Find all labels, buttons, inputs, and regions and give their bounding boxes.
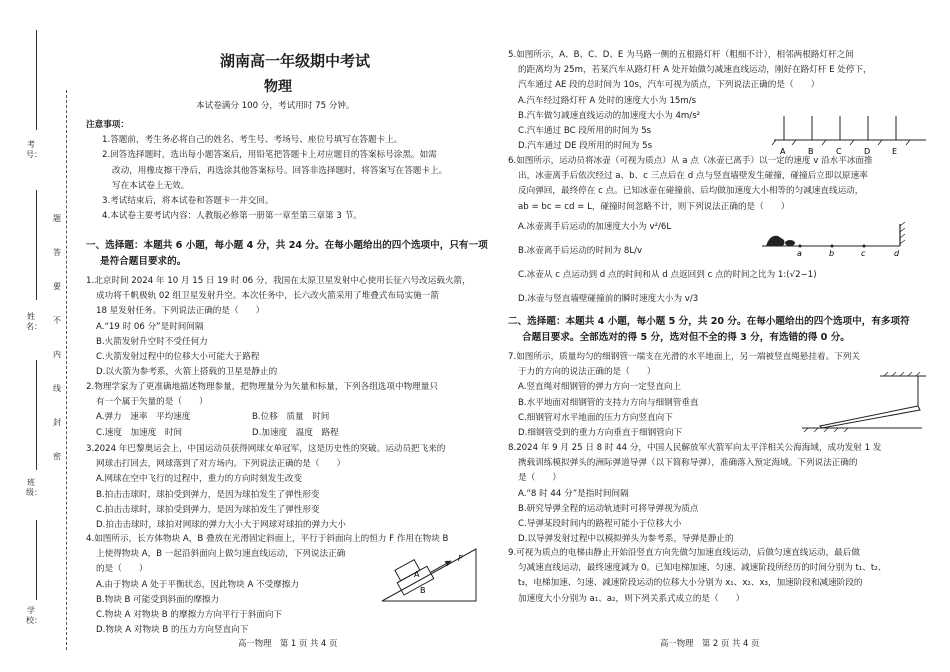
q6-option-c: C.冰壶从 c 点运动到 d 点的时间和从 d 点返回到 c 点的时间之比为 1:(√2−1) <box>518 269 817 280</box>
q3-option-a: A.网球在空中飞行的过程中，重力的方向时刻发生改变 <box>96 474 303 485</box>
q4-stem: 4.如图所示，长方体物块 A，B 叠放在光滑固定斜面上，平行于斜面向上的恒力 F 作用在物块 B <box>86 534 449 544</box>
q4-stem: 的是（ ） <box>96 564 148 575</box>
exam-no-underline <box>36 30 37 130</box>
section-1-line: 一、选择题：本题共 6 小题，每小题 4 分，共 24 分。在每小题给出的四个选项中，只有一项 <box>86 240 488 251</box>
q9-stem: 匀减速直线运动，最终速度减为 0。已知电梯加速、匀速、减速阶段所经历的时间分别为 t₁、t₂、 <box>518 563 887 574</box>
point-label: a <box>797 249 802 258</box>
notice-line: 3.考试结束后，将本试卷和答题卡一并交回。 <box>102 196 274 207</box>
q5-option-c: C.汽车通过 BC 段所用的时间为 5s <box>518 126 652 137</box>
post-label: A <box>780 147 786 156</box>
q3-stem: 3.2024 年巴黎奥运会上，中国运动员获得网球女单冠军，这是历史性的突破。运动员把飞来的 <box>86 444 446 454</box>
q6-option-d: D.冰壶与竖直墙壁碰撞前的瞬时速度大小为 v/3 <box>518 293 699 304</box>
post-label: D <box>864 147 871 156</box>
q4-option-d: D.物块 A 对物块 B 的压力方向竖直向下 <box>96 625 249 636</box>
q6-stem: 出，冰壶离手后依次经过 a、b、c 三点后在 d 点与竖直墙壁发生碰撞，碰撞后立即以原速率 <box>518 171 868 182</box>
notice-line: 4.本试卷主要考试内容：人教版必修第一册第一章至第三章第 3 节。 <box>102 211 362 222</box>
q1-option-c: C.火箭发射过程中的位移大小可能大于路程 <box>96 352 260 363</box>
question-2 <box>86 380 438 441</box>
seal-char: 要 <box>53 282 61 291</box>
section-1-heading <box>86 238 488 270</box>
q6-option-b: B.冰壶离手后运动的时间为 8L/v <box>518 245 643 256</box>
q4-option-b: B.物块 B 可能受到斜面的摩擦力 <box>96 594 220 605</box>
section-2-line: 二、选择题：本题共 4 小题，每小题 5 分，共 20 分。在每小题给出的四个选项中，有多项符 <box>508 316 910 327</box>
q6-stem: 反向弹回，最终停在 c 点。已知冰壶在碰撞前、后均做加速度大小相等的匀减速直线运动， <box>518 186 864 197</box>
question-3 <box>86 442 445 533</box>
q5-option-d: D.汽车通过 DE 段所用的时间为 5s <box>518 141 653 152</box>
q5-stem: 5.如图所示，A、B、C、D、E 为马路一侧的五根路灯杆（粗细不计），相邻两根路灯杆之间 <box>508 50 854 60</box>
q8-stem: 是（ ） <box>518 473 561 484</box>
q5-lamp-posts-figure <box>770 110 930 156</box>
name-label: 姓名： <box>26 312 42 332</box>
q6-stem: 6.如图所示，运动员将冰壶（可视为质点）从 a 点（冰壶已离手）以一定的速度 v 沿水平冰面推 <box>508 156 873 166</box>
subject-title: 物理 <box>264 79 292 95</box>
q7-option-b: B.水平地面对细钢管的支持力方向与细钢管垂直 <box>518 397 699 408</box>
q1-option-a: A.“19 时 06 分”是时间间隔 <box>96 321 204 332</box>
q1-option-d: D.以火箭为参考系，火箭上搭载的卫星是静止的 <box>96 367 278 378</box>
steel-pipe-shape <box>820 406 920 428</box>
footer-left: 高一物理 第 1 页 共 4 页 <box>238 638 338 648</box>
q6-stem: ab = bc = cd = L，碰撞时间忽略不计，则下列说法正确的是（ ） <box>518 201 790 212</box>
post-label: B <box>808 147 814 156</box>
q4-incline-figure <box>380 545 480 605</box>
q1-stem: 成功将千帆极轨 02 组卫星发射升空。本次任务中，长六改火箭采用了堆叠式布局实施一箭 <box>96 291 439 302</box>
q1-stem: 1.北京时间 2024 年 10 月 15 日 19 时 06 分，我国在太原卫星发射中心使用长征六号改运载火箭， <box>86 276 471 286</box>
label-f: F <box>458 554 463 563</box>
curling-stone-icon <box>785 240 795 246</box>
point-label: d <box>894 249 900 258</box>
school-label: 学校： <box>26 606 42 626</box>
notice-block <box>86 118 447 224</box>
school-underline <box>36 520 37 600</box>
notice-line: 2.回答选择题时，选出每小题答案后，用铅笔把答题卡上对应题目的答案标号涂黑。如需 <box>102 150 437 161</box>
q1-stem: 18 星发射任务。下列说法正确的是（ ） <box>96 306 265 317</box>
label-b: B <box>420 586 426 595</box>
post-label: C <box>836 147 842 156</box>
q8-option-b: B.研究导弹全程的运动轨迹时可将导弹视为质点 <box>518 503 699 514</box>
q2-stem: 2.物理学家为了更准确地描述物理参量，把物理量分为矢量和标量，下列各组选项中物理量只 <box>86 382 438 392</box>
seal-char: 内 <box>53 350 61 359</box>
q2-stem: 有一个属于矢量的是（ ） <box>96 397 208 408</box>
q7-option-c: C.细钢管对水平地面的压力方向竖直向下 <box>518 412 673 423</box>
seal-char: 答 <box>53 248 61 257</box>
q9-stem: 加速度大小分别为 a₁、a₂，则下列关系式成立的是（ ） <box>518 593 745 604</box>
q7-option-d: D.细钢管受到的重力方向垂直于细钢管向下 <box>518 428 683 439</box>
q4-stem: 上使得物块 A，B 一起沿斜面向上做匀速直线运动，下列说法正确 <box>96 549 346 560</box>
notice-line: 1.答题前，考生务必将自己的姓名、考生号、考场号、座位号填写在答题卡上。 <box>102 135 403 146</box>
point-label: c <box>861 249 866 258</box>
seal-char: 密 <box>53 452 61 461</box>
point-label: b <box>829 249 835 258</box>
q7-pipe-figure <box>800 372 930 432</box>
q2-option-b: B.位移 质量 时间 <box>252 412 330 423</box>
q6-option-a: A.冰壶离手后运动的加速度大小为 v²/6L <box>518 221 672 232</box>
section-1-line: 是符合题目要求的。 <box>100 256 187 267</box>
q7-stem: 7.如图所示，质量均匀的细钢管一端支在光滑的水平地面上，另一端被竖直绳悬挂着。下列关 <box>508 352 860 362</box>
seal-char: 线 <box>53 384 61 393</box>
label-a: A <box>414 570 420 579</box>
q8-stem: 8.2024 年 9 月 25 日 8 时 44 分，中国人民解放军火箭军向太平洋相关公海海域，成功发射 1 发 <box>508 443 882 453</box>
q4-option-a: A.由于物块 A 处于平衡状态，因此物块 A 不受摩擦力 <box>96 579 300 590</box>
q3-option-b: B.拍击击球时，球拍受到弹力，是因为球拍发生了弹性形变 <box>96 489 320 500</box>
notice-title: 注意事项： <box>86 120 129 130</box>
q2-option-c: C.速度 加速度 时间 <box>96 427 183 438</box>
q8-option-a: A.“8 时 44 分”是指时间间隔 <box>518 488 629 499</box>
q3-option-c: C.拍击击球时，球拍受到弹力，是因为球拍发生了弹性形变 <box>96 504 320 515</box>
footer-right: 高一物理 第 2 页 共 4 页 <box>660 638 760 648</box>
question-8 <box>508 441 881 547</box>
q5-stem: 汽车通过 AE 段的总时间为 10s，汽车可视为质点，下列说法正确的是（ ） <box>518 80 820 91</box>
q8-option-d: D.以导弹发射过程中以模拟弹头为参考系，导弹是静止的 <box>518 534 734 545</box>
class-underline <box>36 360 37 470</box>
section-2-heading <box>508 314 910 346</box>
q5-option-b: B.汽车做匀减速直线运动的加速度大小为 4m/s² <box>518 110 701 121</box>
q2-option-d: D.加速度 温度 路程 <box>252 427 339 438</box>
class-label: 班级： <box>26 478 42 498</box>
q9-stem: 9.可视为质点的电梯由静止开始沿竖直方向先做匀加速直线运动，后做匀速直线运动，最后做 <box>508 548 860 558</box>
q8-option-c: C.导弹某段时间内的路程可能小于位移大小 <box>518 519 682 530</box>
seal-char: 题 <box>53 214 61 223</box>
name-underline <box>36 190 37 300</box>
q9-stem: t₃，电梯加速、匀速、减速阶段运动的位移大小分别为 x₁、x₂、x₃，加速阶段和减速阶段的 <box>518 578 863 589</box>
q4-option-c: C.物块 A 对物块 B 的摩擦力方向平行于斜面向下 <box>96 610 283 621</box>
question-9 <box>508 546 886 607</box>
q7-stem: 于力的方向的说法正确的是（ ） <box>518 367 656 378</box>
notice-line: 写在本试卷上无效。 <box>112 180 190 191</box>
seal-char: 封 <box>53 418 61 427</box>
q1-option-b: B.火箭发射升空时不受任何力 <box>96 336 208 347</box>
exam-info: 本试卷满分 100 分，考试用时 75 分钟。 <box>196 101 355 111</box>
athlete-icon <box>766 236 785 246</box>
q8-stem: 携载训练模拟弹头的洲际弹道导弹（以下简称导弹），准确落入预定海域。下列说法正确的 <box>518 458 858 469</box>
seal-line <box>66 90 67 650</box>
q3-stem: 网球击打回去，网球落到了对方场内。下列说法正确的是（ ） <box>96 459 346 470</box>
q3-option-d: D.拍击击球时，球拍对网球的弹力大小大于网球对球拍的弹力大小 <box>96 520 346 531</box>
exam-title: 湖南高一年级期中考试 <box>220 52 371 70</box>
question-1 <box>86 274 471 380</box>
q6-curling-figure <box>760 222 910 258</box>
seal-char: 不 <box>53 316 61 325</box>
q2-option-a: A.弹力 速率 平均速度 <box>96 412 191 423</box>
q5-option-a: A.汽车经过路灯杆 A 处时的速度大小为 15m/s <box>518 95 697 106</box>
section-2-line: 合题目要求。全部选对的得 5 分，选对但不全的得 3 分，有选错的得 0 分。 <box>522 332 850 343</box>
notice-line: 改动，用橡皮擦干净后，再选涂其他答案标号。回答非选择题时，将答案写在答题卡上。 <box>112 165 448 176</box>
exam-no-label: 考号： <box>26 140 42 160</box>
post-label: E <box>892 147 898 156</box>
q5-stem: 的距离均为 25m，若某汽车从路灯杆 A 处开始做匀减速直线运动，刚好在路灯杆 E 处停下， <box>518 65 872 76</box>
q7-option-a: A.竖直绳对细钢管的弹力方向一定竖直向上 <box>518 382 682 393</box>
